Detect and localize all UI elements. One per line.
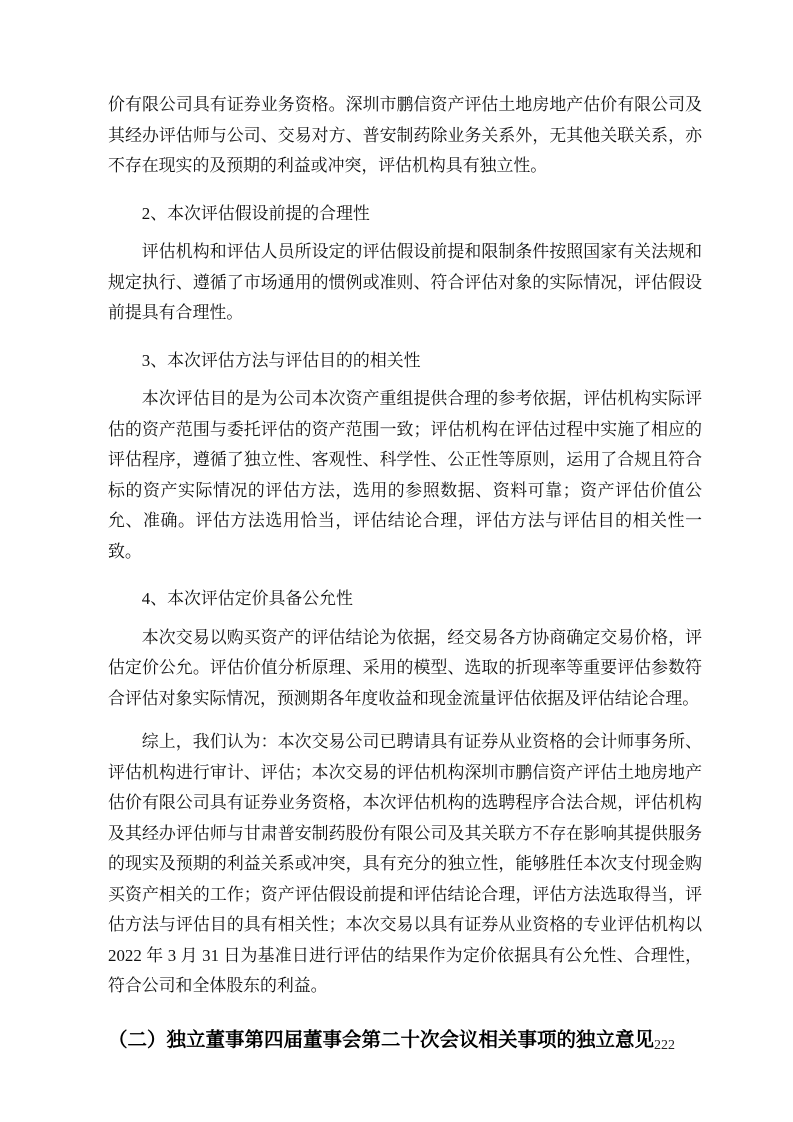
content-area: [108, 90, 702, 1055]
paragraph-assumption-rationality: 评估机构和评估人员所设定的评估假设前提和限制条件按照国家有关法规和规定执行、遵循了市场通用的惯例或准则、符合评估对象的实际情况，评估假设前提具有合理性。: [108, 242, 702, 322]
paragraph-appraiser-independence: 价有限公司具有证券业务资格。深圳市鹏信资产评估土地房地产估价有限公司及其经办评估师与公司、交易对方、普安制药除业务关系外，无其他关联关系，亦不存在现实的及预期的利益或冲突，评估机构具有独立性。: [108, 95, 702, 175]
paragraph-method-relevance: 本次评估目的是为公司本次资产重组提供合理的参考依据，评估机构实际评估的资产范围与委托评估的资产范围一致；评估机构在评估过程中实施了相应的评估程序，遵循了独立性、客观性、科学性、公正性等原则，运用了合规且符合标的资产实际情况的评估方法，选用的参照数据、资料可靠；资产评估价值公允、准确。评估方法选用恰当，评估结论合理，评估方法与评估目的相关性一致。: [108, 389, 702, 561]
numbered-heading-3: 3、本次评估方法与评估目的的相关性: [141, 350, 421, 370]
paragraph-conclusion-summary: 综上，我们认为：本次交易公司已聘请具有证券从业资格的会计师事务所、评估机构进行审计、评估；本次交易的评估机构深圳市鹏信资产评估土地房地产估价有限公司具有证券业务资格，本次评估机构的选聘程序合法合规，评估机构及其经办评估师与甘肃普安制药股份有限公司及其关联方不存在影响其提供服务的现实及预期的利益关系或冲突，具有充分的独立性，能够胜任本次支付现金购买资产相关的工作；资产评估假设前提和评估结论合理，评估方法选取得当，评估方法与评估目的具有相关性；本次交易以具有证券从业资格的专业评估机构以 2022 年 3 月 31 日为基准日进行评估的结果作为定价依据具有公允性、合理性，符合公司和全体股东的利益。: [108, 732, 702, 995]
page-number: 222: [654, 1038, 675, 1053]
paragraph-pricing-fairness: 本次交易以购买资产的评估结论为依据，经交易各方协商确定交易价格，评估定价公允。评估价值分析原理、采用的模型、选取的折现率等重要评估参数符合评估对象实际情况，预测期各年度收益和现金流量评估依据及评估结论合理。: [108, 627, 702, 708]
numbered-heading-2: 2、本次评估假设前提的合理性: [141, 203, 370, 223]
section-heading-independent-opinion: （二）独立董事第四届董事会第二十次会议相关事项的独立意见: [108, 1028, 655, 1051]
numbered-heading-4: 4、本次评估定价具备公允性: [141, 589, 353, 608]
